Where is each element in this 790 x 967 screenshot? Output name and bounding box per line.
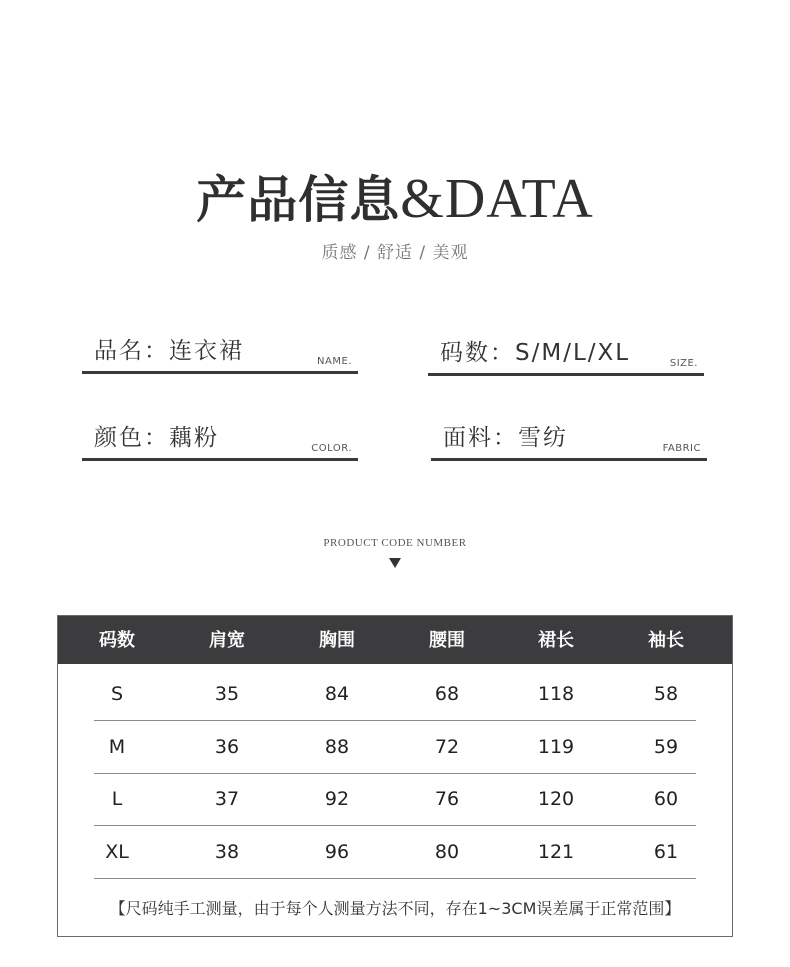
field-name-tag: NAME. [317, 356, 352, 367]
field-size-tag: SIZE. [669, 358, 698, 369]
field-color-tag: COLOR. [311, 443, 352, 454]
page-title [0, 160, 790, 232]
field-fabric-value: 面料：雪纺 [443, 425, 568, 451]
table-cell: 72 [434, 736, 460, 758]
field-fabric [431, 418, 707, 461]
down-triangle-icon [389, 558, 401, 568]
table-row [94, 826, 696, 879]
field-size [428, 333, 704, 376]
table-cell: 37 [214, 788, 240, 810]
table-cell: L [111, 788, 123, 810]
table-cell: 58 [653, 683, 679, 705]
table-cell: 61 [653, 841, 679, 863]
table-cell: 119 [537, 736, 575, 758]
field-name-value: 品名：连衣裙 [94, 338, 244, 364]
table-cell: 96 [324, 841, 350, 863]
size-table [57, 615, 733, 937]
field-name [82, 331, 358, 374]
header-cell: 胸围 [319, 630, 355, 651]
field-size-value: 码数：S/M/L/XL [440, 340, 631, 366]
table-row [94, 668, 696, 721]
table-cell: 84 [324, 683, 350, 705]
table-cell: 36 [214, 736, 240, 758]
table-cell: 92 [324, 788, 350, 810]
field-color-value: 颜色：藕粉 [94, 425, 219, 451]
size-table-header [58, 616, 732, 664]
header-cell: 码数 [99, 630, 135, 651]
table-cell: 60 [653, 788, 679, 810]
table-cell: 80 [434, 841, 460, 863]
measurement-note: 【尺码纯手工测量，由于每个人测量方法不同，存在1~3CM误差属于正常范围】 [109, 899, 681, 918]
table-cell: 35 [214, 683, 240, 705]
header-cell: 袖长 [648, 630, 684, 651]
header-cell: 裙长 [538, 630, 574, 651]
page-subtitle: 质感 / 舒适 / 美观 [321, 243, 469, 263]
field-fabric-tag: FABRIC [662, 443, 701, 454]
table-cell: 88 [324, 736, 350, 758]
table-cell: 120 [537, 788, 575, 810]
table-cell: 76 [434, 788, 460, 810]
product-code-label: PRODUCT CODE NUMBER [323, 537, 467, 549]
table-cell: 68 [434, 683, 460, 705]
title-en: &DATA [400, 168, 594, 230]
table-cell: 121 [537, 841, 575, 863]
table-cell: 59 [653, 736, 679, 758]
header-cell: 腰围 [429, 630, 465, 651]
table-cell: XL [105, 841, 129, 863]
table-cell: 118 [537, 683, 575, 705]
table-cell: M [108, 736, 126, 758]
title-block [0, 160, 790, 263]
table-row [94, 773, 696, 826]
table-cell: 38 [214, 841, 240, 863]
header-cell: 肩宽 [209, 630, 245, 651]
table-cell: S [110, 683, 124, 705]
field-color [82, 418, 358, 461]
title-cn: 产品信息 [196, 171, 401, 229]
table-row [94, 721, 696, 774]
